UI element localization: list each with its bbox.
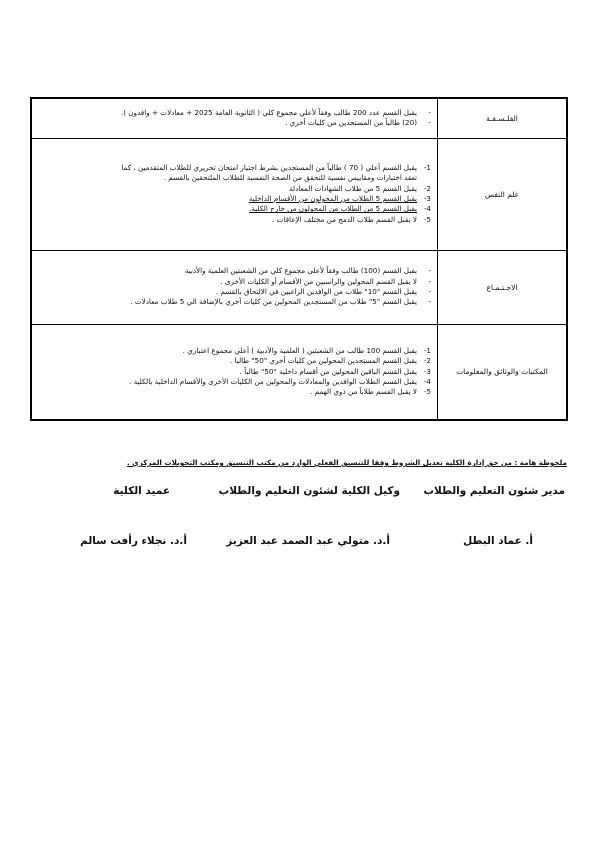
condition-text: يقبل القسم "10" طلاب من الوافدين الراغبين في الالتحاق بالقسم . xyxy=(215,287,417,296)
condition-text: يقبل القسم أعلي ( 70 ) طالباً من المستجدين بشرط اجتياز امتحان تحريري للطلاب المتقدمين ، كما xyxy=(121,162,417,172)
condition-line xyxy=(36,184,431,194)
list-marker: 2- xyxy=(423,183,431,193)
condition-text: لا يقبل القسم طلاباً من ذوي الهمم . xyxy=(310,387,417,397)
signature-title-vice-dean: وكيل الكلية لشئون التعليم والطلاب xyxy=(218,485,400,497)
list-marker: - xyxy=(428,287,431,296)
condition-line xyxy=(36,297,431,307)
condition-line xyxy=(36,367,431,377)
condition-text: يقبل القسم المستجدين المحولين من كليات أخري "50" طالبا . xyxy=(230,356,417,366)
condition-text: تعقد اختبارات ومقاييس نفسية للتحقق من الصحة النفسية للطلاب الملتحقين بالقسم . xyxy=(163,173,417,183)
department-conditions-cell xyxy=(31,138,438,250)
condition-line xyxy=(36,108,431,118)
condition-line xyxy=(36,266,431,276)
condition-line xyxy=(36,387,431,397)
condition-text: يقبل القسم 5 الطلاب من المحولون من الأقسام الداخلية xyxy=(248,194,417,203)
list-marker: - xyxy=(428,266,431,276)
department-name-cell: المكتبات والوثائق والمعلومات xyxy=(438,324,568,420)
admission-rules-table-wrapper xyxy=(30,97,568,421)
list-marker: - xyxy=(428,107,431,117)
list-marker: 5- xyxy=(423,214,431,224)
admission-rules-table xyxy=(30,97,568,421)
signature-name-education-director: أ. عماد البطل xyxy=(463,535,533,547)
table-row xyxy=(31,324,567,420)
condition-text: يقبل القسم عدد 200 طالب وفقاً لأعلي مجموع كلي ( الثانوية العامة 2025 + معادلات + وافدون ). xyxy=(120,107,417,117)
condition-text: يقبل القسم (100) طالب وفقاً لأعلى مجموع كلي من الشعبتين العلمية والأدبية xyxy=(184,266,417,276)
signature-name-dean: أ.د. نجلاء رأفت سالم xyxy=(80,535,187,547)
department-conditions-cell xyxy=(31,98,438,138)
signature-title-dean: عميد الكلية xyxy=(113,485,170,497)
department-name-cell: الاجـتـمـاع xyxy=(438,250,568,324)
condition-text: لا يقبل القسم طلاب الدمج من مختلف الإعاقات . xyxy=(272,214,417,224)
condition-text: لا يقبل القسم المحولين والراسبين من الأقسام أو الكليات الأخرى . xyxy=(220,276,417,286)
signature-title-education-director: مدير شئون التعليم والطلاب xyxy=(423,485,565,497)
signature-name-vice-dean: أ.د. متولي عبد الصمد عبد العزيز xyxy=(226,535,390,547)
condition-line xyxy=(36,346,431,356)
list-marker: 1- xyxy=(423,162,431,172)
table-row xyxy=(31,250,567,324)
condition-line xyxy=(36,173,431,183)
condition-line xyxy=(36,118,431,128)
list-marker: 3- xyxy=(423,194,431,203)
department-name-cell: الفلـسـفـة xyxy=(438,98,568,138)
condition-text: يقبل القسم "5" طلاب من المستجدين المحولين من كليات أخري بالإضافة الي 5 طلاب معادلات . xyxy=(130,297,417,307)
list-marker: 4- xyxy=(423,376,431,386)
condition-text: يقبل القسم 5 من الطلاب من المحولون من خارج الكلية. xyxy=(249,204,417,214)
condition-line xyxy=(36,194,431,204)
condition-text: يقبل القسم 100 طالب من الشعبتين ( العلمية والأدبية ) أعلي مجموع اعتباري . xyxy=(182,345,417,355)
department-conditions-cell xyxy=(31,324,438,420)
condition-text: يقبل القسم 5 من طلاب الشهادات المعادلة xyxy=(289,183,417,193)
condition-line xyxy=(36,277,431,287)
condition-text: يقبل القسم الباقين المحولين من أقسام داخلية "50" طالباً . xyxy=(239,366,417,376)
list-marker: 4- xyxy=(423,204,431,214)
condition-line xyxy=(36,215,431,225)
list-marker: - xyxy=(428,297,431,307)
table-row xyxy=(31,98,567,138)
list-marker: 2- xyxy=(423,356,431,366)
condition-line xyxy=(36,356,431,366)
condition-text: (20) طالباً من المستجدين من كليات أخري . xyxy=(285,118,417,128)
table-row xyxy=(31,138,567,250)
condition-line xyxy=(36,377,431,387)
important-note: ملحوظة هامة : من حق إدارة الكلية تعديل الشروط وفقا للتنسيق الفعلي الوارد من مكتب التنسيق ومكتب التحويلات المركزي . xyxy=(126,458,567,467)
department-conditions-cell xyxy=(31,250,438,324)
list-marker: 3- xyxy=(423,366,431,376)
department-name-cell: علم النفس xyxy=(438,138,568,250)
list-marker: - xyxy=(428,276,431,286)
condition-line xyxy=(36,287,431,297)
list-marker: 1- xyxy=(423,345,431,355)
list-marker: 5- xyxy=(423,387,431,397)
condition-line xyxy=(36,204,431,214)
condition-line xyxy=(36,163,431,173)
condition-text: يقبل القسم الطلاب الوافدين والمعادلات والمحولين من الكليات الأخرى والأقسام الداخلية بالكلية . xyxy=(129,376,417,386)
list-marker: - xyxy=(428,118,431,128)
